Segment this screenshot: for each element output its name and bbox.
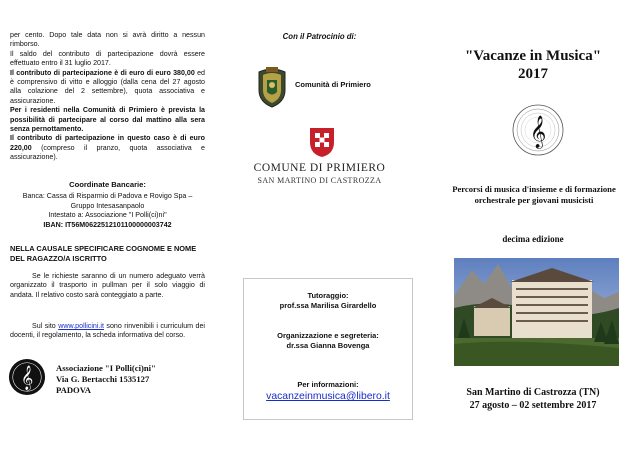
contact-box: [243, 278, 413, 420]
bank-iban: IBAN: IT56M0622512101100000003742: [43, 220, 172, 229]
bank-details: [10, 180, 205, 230]
bank-heading: Coordinate Bancarie:: [69, 180, 146, 189]
bank-holder: Intestato a: Associazione "I Polli(ci)ni": [48, 211, 167, 220]
association-block: [8, 358, 208, 402]
event-dates: 27 agosto – 02 settembre 2017: [469, 400, 597, 411]
fee-line-4: ed è comprensivo di vitto e alloggio (dalla cena del 27 agosto alla colazione del 2 settembre), quota associativa e assicurazione.: [10, 68, 205, 105]
comune-shield-icon: [305, 125, 339, 159]
comunita-label: Comunità di Primiero: [295, 80, 371, 89]
info-label: Per informazioni:: [297, 380, 359, 389]
association-address: [56, 363, 156, 396]
fee-line-5: Per i residenti nella Comunità di Primiero è prevista la possibilità di partecipare al corso dal mattino alla sera senza pernottamento.: [10, 106, 205, 134]
fee-line-2: Il saldo del contributo di partecipazione dovrà essere effettuato entro il 31 luglio 2017.: [10, 49, 205, 68]
fee-line-7: (compreso il pranzo, quota associativa e assicurazione).: [10, 143, 205, 162]
cover-year: 2017: [518, 66, 548, 82]
fees-section: [10, 31, 205, 163]
email-link[interactable]: vacanzeinmusica@libero.it: [266, 391, 390, 402]
website-link[interactable]: www.pollicini.it: [58, 322, 104, 330]
hotel-photo: [454, 258, 619, 366]
edition-label: decima edizione: [502, 234, 564, 244]
music-circle-logo-icon: [512, 104, 564, 156]
website-note: [10, 322, 205, 341]
middle-panel: [213, 0, 426, 453]
location: San Martino di Castrozza (TN): [466, 387, 600, 398]
cover-subtitle: Percorsi di musica d'insieme e di formazione orchestrale per giovani musicisti: [452, 184, 616, 206]
tutoring-name: prof.ssa Marilisa Girardello: [279, 301, 377, 310]
left-panel: [0, 0, 213, 453]
comune-subtitle: SAN MARTINO DI CASTROZZA: [257, 176, 382, 185]
association-city: PADOVA: [56, 385, 92, 395]
comunita-crest-icon: [255, 66, 289, 108]
causale-note: NELLA CAUSALE SPECIFICARE COGNOME E NOME DEL RAGAZZO/A ISCRITTO: [10, 244, 197, 263]
treble-clef-logo-icon: [8, 358, 46, 396]
organization-name: dr.ssa Gianna Bovenga: [286, 341, 370, 350]
comune-title: COMUNE DI PRIMIERO: [253, 162, 386, 174]
site-prefix: Sul sito: [32, 322, 59, 330]
cover-title: "Vacanze in Musica": [464, 48, 602, 64]
cover-panel: [426, 0, 640, 453]
association-street: Via G. Bertacchi 1535127: [56, 374, 150, 384]
fee-line-3: Il contributo di partecipazione è di euro di euro 380,00: [10, 68, 195, 77]
bank-name: Banca: Cassa di Risparmio di Padova e Rovigo Spa – Gruppo Intesasanpaolo: [22, 192, 193, 210]
fees-text: [10, 31, 205, 163]
site-suffix: sono rinvenibili i curriculum dei docenti, il regolamento, la scheda informativa del corso.: [10, 322, 205, 340]
tutoring-label: Tutoraggio:: [307, 291, 349, 300]
svg-text:𝄞: 𝄞: [529, 115, 547, 148]
fee-line-6: Il contributo di partecipazione in questo caso è di euro 220,00: [10, 134, 205, 152]
transport-note: Se le richieste saranno di un numero adeguato verrà organizzato il trasporto in pullman per il solo viaggio di andata. Il relativo costo sarà conteggiato a parte.: [10, 272, 205, 299]
association-name: Associazione "I Polli(ci)ni": [56, 363, 156, 373]
fee-line-1: per cento. Dopo tale data non si avrà diritto a nessun rimborso.: [10, 31, 205, 49]
svg-text:𝄞: 𝄞: [20, 365, 34, 390]
organization-label: Organizzazione e segreteria:: [277, 331, 379, 340]
patronage-heading: Con il Patrocinio di:: [282, 32, 357, 41]
